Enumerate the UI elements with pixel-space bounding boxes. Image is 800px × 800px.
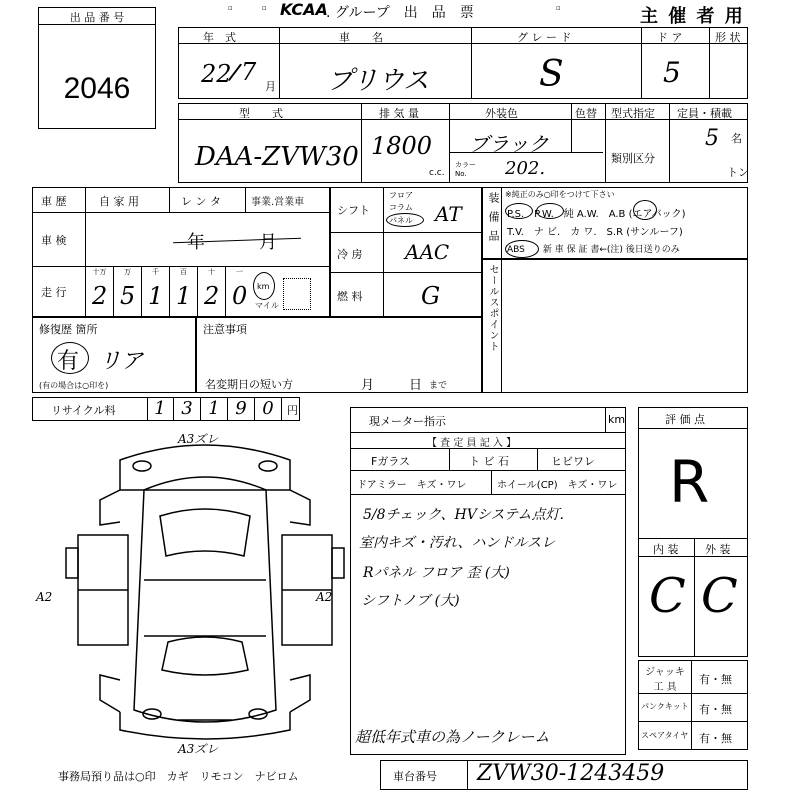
mile-checkbox: [283, 278, 311, 310]
inspector-header: 【 査 定 員 記 入 】: [427, 438, 517, 449]
tonnage-unit: トン: [727, 166, 749, 179]
mileage-digit-label: 万: [124, 268, 131, 276]
mileage-digit-cell: [113, 266, 141, 318]
recycle-digit-cell: 3: [174, 398, 201, 420]
grade-label: グ レ ー ド: [517, 31, 572, 44]
shift-value: AT: [435, 202, 462, 226]
front-damage-mark: A3ズレ: [178, 432, 219, 446]
deadline-until: まで: [429, 381, 448, 391]
class-label: 類別区分: [611, 152, 655, 165]
mileage-digit-cell: [225, 266, 253, 318]
registration-deadline-label: 名変期日の短い方: [205, 378, 293, 391]
mileage-digit-value: 0: [232, 282, 248, 310]
mileage-digit-value: 2: [92, 282, 108, 310]
color-change-label: 色替: [575, 107, 597, 120]
fuel-value: G: [421, 282, 441, 310]
recycle-unit: 円: [287, 404, 298, 417]
lot-number: 2046: [63, 72, 131, 105]
repair-value: 有: [57, 349, 80, 374]
recycle-digit-cell: 1: [147, 398, 174, 420]
inspector-block: [350, 407, 626, 755]
shift-option-floor: フロア: [389, 191, 413, 200]
deadline-month: 月: [361, 378, 375, 393]
puncture-kit-value: 有・無: [699, 703, 732, 716]
exterior-score: C: [701, 568, 738, 624]
mileage-digit-label: 千: [152, 268, 159, 276]
spare-tire-label: スペアタイヤ: [641, 731, 689, 740]
lot-number-label: 出 品 番 号: [69, 11, 125, 24]
overall-score: R: [669, 448, 710, 516]
mileage-digit-label: 一: [236, 268, 243, 276]
lot-number-box: [38, 7, 156, 129]
cc-unit: c.c.: [429, 168, 445, 178]
capacity-value: 5: [705, 126, 719, 151]
sales-point-label: セールスポイント: [487, 264, 498, 352]
rear-damage-mark: A3ズレ: [178, 742, 219, 756]
ab-circle: [633, 200, 657, 220]
recycle-digit-cell: 0: [255, 398, 282, 420]
repair-label: 修復歴 箇所: [39, 323, 98, 336]
mileage-digit-label: 百: [180, 268, 187, 276]
business-use-option: 事業.営業車: [251, 197, 305, 208]
mileage-digit-value: 1: [176, 282, 192, 310]
mileage-digit-value: 5: [120, 282, 136, 310]
vehicle-info-row2: [178, 103, 748, 183]
history-label: 車 歴: [41, 195, 67, 208]
history-block: [32, 187, 330, 317]
inspection-year: 年: [187, 232, 205, 253]
mileage-digit-value: 2: [204, 282, 220, 310]
jack-tool-value: 有・無: [699, 673, 732, 686]
score-label: 評 価 点: [665, 413, 705, 426]
interior-label: 内 装: [653, 543, 679, 556]
jack-tool-label: ジャッキ工 具: [645, 667, 685, 693]
year-label: 年 式: [203, 31, 236, 44]
vehicle-info-row1: 年 式 車 名 グ レ ー ド ド ア 形 状 22 / 7 月 プリウス S 5: [178, 27, 748, 99]
brand-logo: KCAA: [280, 0, 328, 19]
displacement-label: 排 気 量: [379, 107, 419, 120]
equipment-note: ※純正のみ○印をつけて下さい: [505, 190, 615, 199]
model-label: 型 式: [239, 107, 283, 120]
ac-label: 冷 房: [337, 248, 363, 261]
private-use-option: 自 家 用: [99, 195, 139, 208]
type-designation-label: 型式指定: [611, 107, 655, 120]
notes-label: 注意事項: [203, 323, 247, 336]
recycle-digit-cell: 1: [201, 398, 228, 420]
capacity-label: 定員・積載: [677, 107, 732, 120]
spare-tire-value: 有・無: [699, 732, 732, 745]
wheel-label: ホイール(CP) キズ・ワレ: [497, 480, 618, 491]
inspection-label: 車 検: [41, 234, 67, 247]
equipment-label: 装備品: [487, 192, 500, 249]
door-label: ド ア: [657, 31, 683, 44]
equipment-line2: T.V. ナ ビ. カ ワ. S.R (サンルーフ): [507, 227, 683, 238]
stone-chip-label: ト ビ 石: [469, 455, 509, 468]
inspector-comment-1: 5/8チェック、HVシステム点灯.: [363, 507, 564, 523]
meter-km-unit: km: [608, 413, 626, 426]
grade-value: S: [539, 54, 564, 95]
notes-block: [196, 317, 482, 393]
inspector-comment-4: シフトノブ (大): [361, 593, 460, 609]
chassis-number-box: [380, 760, 748, 790]
mileage-km-unit: km: [257, 282, 270, 291]
year-value: 22: [201, 60, 232, 88]
tools-block: [638, 660, 748, 750]
color-no-label: カラー No.: [455, 161, 476, 178]
chassis-number-label: 車台番号: [393, 770, 437, 783]
shift-option-panel: パネル: [389, 216, 413, 225]
shape-label: 形 状: [715, 31, 741, 44]
model-value: DAA-ZVW30: [195, 142, 359, 172]
meter-reading-label: 現メーター指示: [369, 415, 446, 428]
color-no-value: 202.: [505, 158, 546, 179]
ac-value: AAC: [405, 240, 450, 264]
recycle-fee-label: リサイクル料: [51, 404, 116, 417]
puncture-kit-label: パンクキット: [641, 702, 689, 711]
mileage-digit-cell: [169, 266, 197, 318]
inspector-comment-2: 室内キズ・汚れ、ハンドルスレ: [359, 535, 556, 551]
inspection-month: 月: [259, 232, 277, 253]
mileage-digit-label: 十: [208, 268, 215, 276]
left-damage-mark: A2: [36, 590, 53, 604]
capacity-unit: 名: [731, 132, 742, 145]
mileage-mile-unit: マイル: [255, 301, 279, 310]
sales-point-block: [482, 259, 748, 393]
car-damage-diagram: [60, 430, 350, 750]
drivetrain-block: [330, 187, 482, 317]
month-value: 7: [241, 58, 257, 86]
shift-label: シフト: [337, 204, 370, 217]
ps-circle: [505, 203, 533, 219]
score-block: [638, 407, 748, 657]
mileage-digit-value: 1: [148, 282, 164, 310]
repair-block: [32, 317, 196, 393]
equipment-block: [482, 187, 748, 259]
equipment-line3: ABS 新 車 保 証 書←(注) 後日送りのみ: [507, 245, 680, 255]
repair-position: リア: [99, 349, 144, 374]
shift-option-column: コラム: [389, 203, 413, 212]
rental-option: レ ン タ: [181, 195, 221, 208]
deadline-day: 日: [409, 378, 423, 393]
recycle-fee-box: [32, 397, 300, 421]
form-title: . グループ 出 品 票: [326, 5, 474, 21]
fuel-label: 燃 料: [337, 290, 363, 303]
mileage-digit-label: 十万: [92, 268, 107, 276]
mileage-digit-cell: [141, 266, 169, 318]
chassis-number-value: ZVW30-1243459: [477, 761, 665, 786]
right-damage-mark: A2: [316, 590, 333, 604]
month-unit: 月: [265, 80, 276, 93]
repair-note: (有の場合は○印を): [39, 381, 109, 390]
crack-label: ヒビワレ: [551, 455, 595, 468]
exterior-color-label: 外装色: [485, 107, 518, 120]
interior-score: C: [649, 568, 686, 624]
office-items-note: 事務局預り品は○印 カギ リモコン ナビロム: [58, 770, 299, 783]
color-value: ブラック: [469, 132, 549, 156]
car-name-label: 車 名: [339, 31, 383, 44]
displacement-value: 1800: [371, 132, 433, 160]
recycle-digit-cell: 9: [228, 398, 255, 420]
organizer-label: 主 催 者 用: [640, 6, 745, 27]
door-value: 5: [663, 56, 681, 89]
door-mirror-label: ドアミラー キズ・ワレ: [357, 480, 467, 491]
abs-circle: [505, 240, 539, 258]
exterior-label: 外 装: [705, 543, 731, 556]
mileage-digit-cell: [197, 266, 225, 318]
inspector-comment-3: Rパネル フロア 歪 (大): [363, 565, 510, 581]
inspector-comment-5: 超低年式車の為ノークレーム: [355, 728, 550, 746]
equipment-line1: P.S. P.W. 純 A.W. A.B (エアバック): [507, 209, 686, 220]
windshield-label: Fガラス: [371, 455, 410, 468]
mileage-digit-cell: [85, 266, 113, 318]
km-circle: [253, 272, 275, 300]
car-name-value: プリウス: [327, 66, 430, 96]
pw-circle: [536, 203, 564, 219]
mileage-label: 走 行: [41, 286, 67, 299]
